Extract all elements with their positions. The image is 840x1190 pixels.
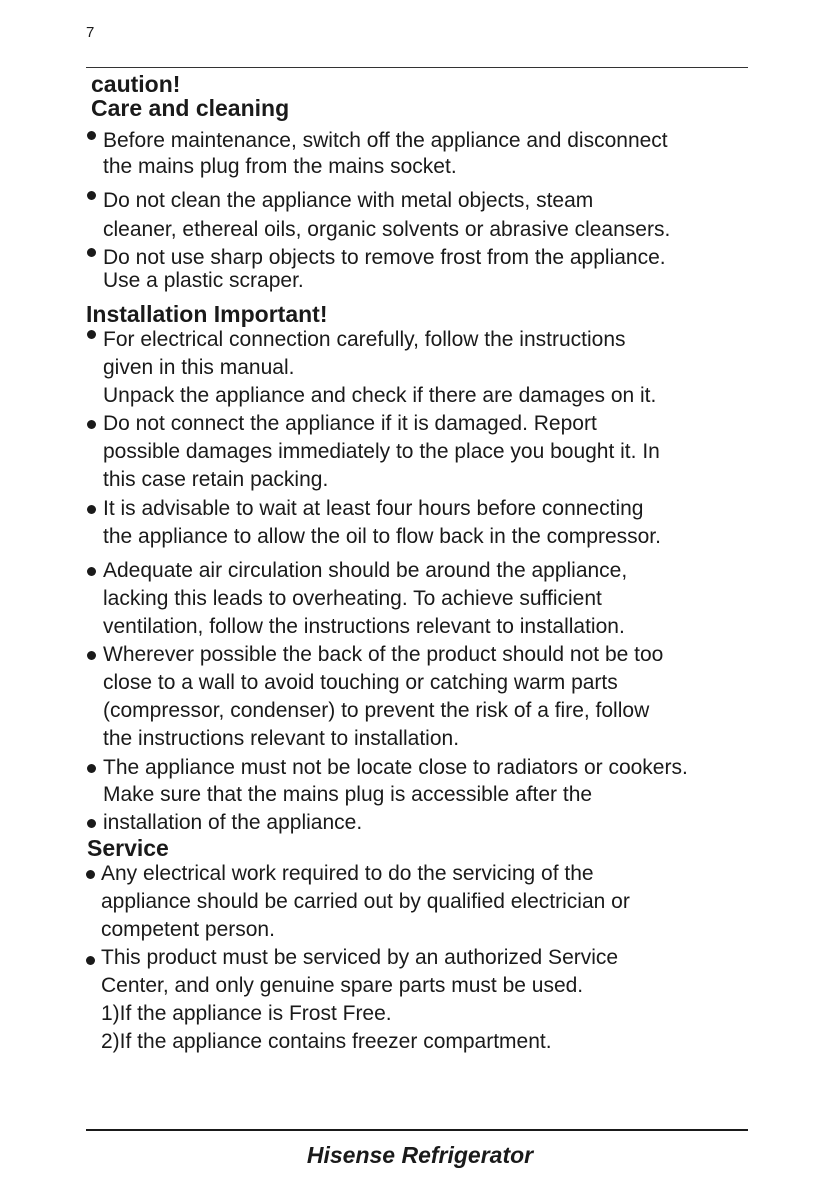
text-line: Use a plastic scraper. [103,269,304,292]
caution-label: caution! [91,71,181,97]
text-line: close to a wall to avoid touching or catching warm parts [103,671,618,694]
text-line: 1)If the appliance is Frost Free. [101,1002,392,1025]
text-line: Unpack the appliance and check if there are damages on it. [103,384,657,407]
page-number: 7 [86,24,95,41]
bullet-dot [86,956,95,965]
text-line: Adequate air circulation should be around the appliance, [103,559,628,582]
text-line: the appliance to allow the oil to flow back in the compressor. [103,525,661,548]
text-line: Make sure that the mains plug is accessible after the [103,783,593,806]
text-line: the mains plug from the mains socket. [103,155,457,178]
text-line: the instructions relevant to installation. [103,727,460,750]
text-line: Do not connect the appliance if it is damaged. Report [103,412,597,435]
text-line: Do not use sharp objects to remove frost from the appliance. [103,246,666,269]
bullet-dot [87,248,96,257]
text-line: installation of the appliance. [103,811,363,834]
bullet-dot [87,330,96,339]
bullet-dot [87,131,96,140]
text-line: lacking this leads to overheating. To achieve sufficient [103,587,602,610]
text-line: 2)If the appliance contains freezer compartment. [101,1030,552,1053]
text-line: Center, and only genuine spare parts must be used. [101,974,584,997]
text-line: This product must be serviced by an authorized Service [101,946,619,969]
text-line: Before maintenance, switch off the appliance and disconnect [103,129,668,152]
care-cleaning-title: Care and cleaning [91,95,290,121]
service-title: Service [87,835,169,861]
text-line: (compressor, condenser) to prevent the risk of a fire, follow [103,699,650,722]
text-line: given in this manual. [103,356,295,379]
text-line: Do not clean the appliance with metal objects, steam [103,189,594,212]
bullet-dot [87,567,96,576]
bullet-dot [86,870,95,879]
bullet-dot [87,764,96,773]
bullet-dot [87,420,96,429]
text-line: possible damages immediately to the place you bought it. In [103,440,660,463]
top-rule [86,67,748,68]
bullet-dot [87,651,96,660]
text-line: ventilation, follow the instructions relevant to installation. [103,615,625,638]
footer-brand: Hisense Refrigerator [306,1142,534,1168]
text-line: The appliance must not be locate close to radiators or cookers. [103,756,688,779]
bullet-dot [87,191,96,200]
text-line: Wherever possible the back of the product should not be too [103,643,664,666]
text-line: appliance should be carried out by qualified electrician or [101,890,630,913]
bullet-dot [87,819,96,828]
text-line: cleaner, ethereal oils, organic solvents or abrasive cleansers. [103,218,671,241]
text-line: It is advisable to wait at least four hours before connecting [103,497,644,520]
installation-title: Installation Important! [86,301,328,327]
text-line: competent person. [101,918,275,941]
bottom-rule [86,1129,748,1131]
bullet-dot [87,505,96,514]
text-line: Any electrical work required to do the servicing of the [101,862,594,885]
text-line: this case retain packing. [103,468,329,491]
text-line: For electrical connection carefully, follow the instructions [103,328,626,351]
